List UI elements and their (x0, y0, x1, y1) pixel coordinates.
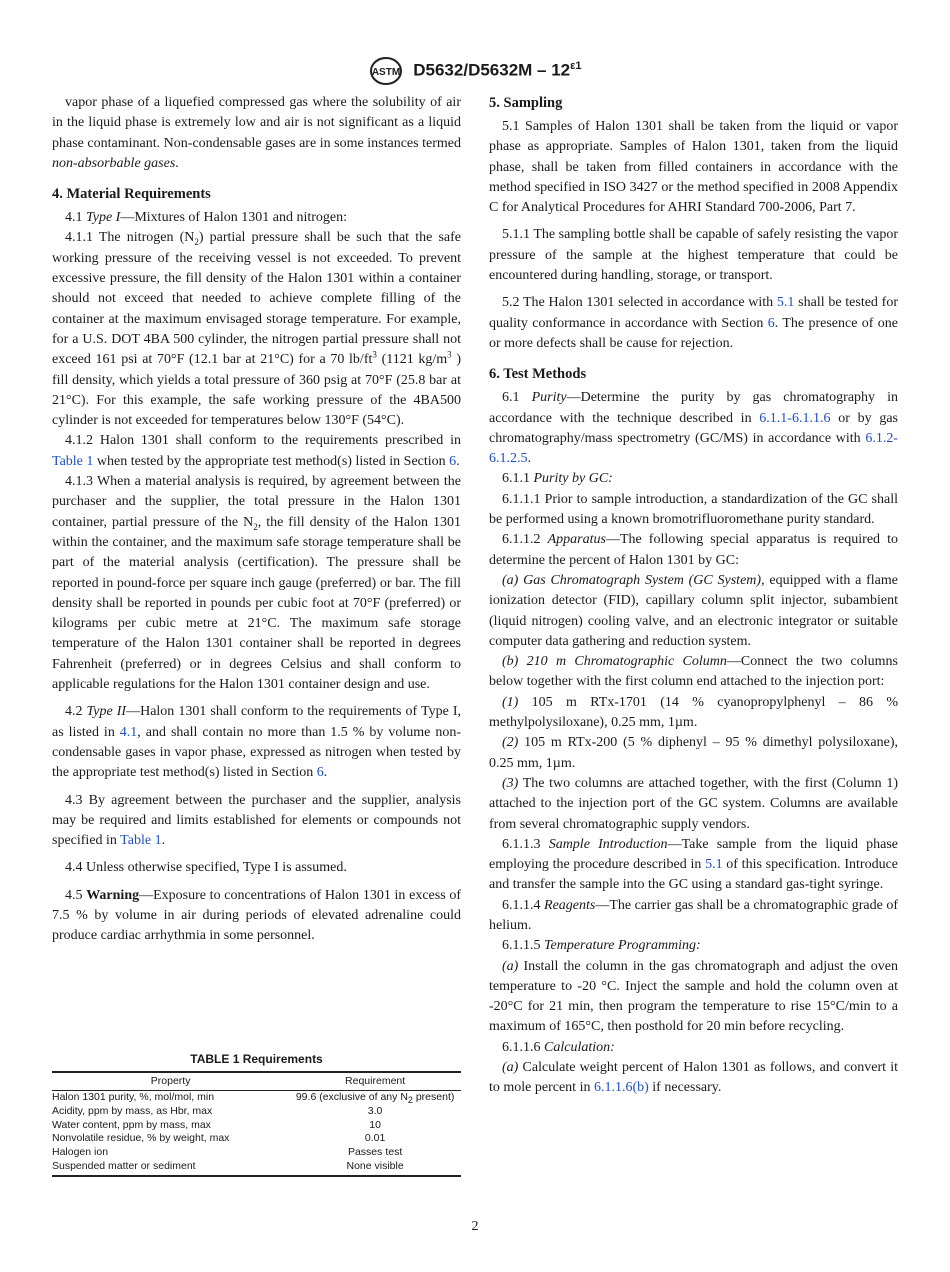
text-run: —Connect the two columns below together with the first column end attached to the injection port: (489, 654, 899, 690)
text-run: 4.2 (65, 704, 87, 720)
paragraph (489, 490, 898, 531)
text-run: 105 m RTx-1701 (14 % cyanopropylphenyl – 86 % methylpolysiloxane), 0.25 mm, 1µm. (489, 694, 898, 731)
cross-reference-link[interactable]: 6.1.1-6.1.1.6 (759, 410, 831, 426)
italic-text: Calculation: (544, 1039, 615, 1055)
text-run: 4.5 (65, 887, 87, 903)
italic-text: (a) (502, 1060, 519, 1076)
text-run: 4.1.3 When a material analysis is required, by agreement between the purchaser and the supplier, the total pressure in the Halon 1301 container, partial pressure of the N (52, 474, 461, 530)
cross-reference-link[interactable]: Table 1 (52, 453, 94, 469)
text-run: —Exposure to concentrations of Halon 1301 in excess of 7.5 % by volume in air during periods of elevated adrenaline could produce cardiac arrhythmia in some personnel. (52, 887, 462, 944)
italic-text: Purity by GC: (533, 471, 613, 487)
text-run: . The presence of one or more defects shall be cause for rejection. (489, 315, 899, 351)
section-heading: 6. Test Methods (489, 366, 587, 383)
text-run: —Take sample from the liquid phase employing the procedure described in (489, 836, 898, 873)
paragraph (52, 858, 461, 878)
page-number: 2 (471, 1219, 479, 1234)
text-run: (1121 kg/m (376, 352, 448, 368)
text-run: —Halon 1301 shall conform to the requirements of Type I, as listed in (52, 704, 461, 740)
section-heading: 5. Sampling (489, 95, 563, 111)
text-run: 6.1.1.1 Prior to sample introduction, a standardization of the GC shall be performed using a known bromotrifluoromethane purity standard. (489, 491, 898, 528)
designation: D5632/D5632M – 12 (413, 60, 571, 80)
astm-logo-icon (369, 56, 403, 86)
paragraph (489, 896, 898, 937)
column-header-requirement: Requirement (289, 1072, 461, 1091)
paragraph (52, 431, 461, 472)
paragraph (489, 774, 898, 835)
text-run: The two columns are attached together, with the first (Column 1) attached to the injection port of the GC system. Columns are available from several chromatographic supply vendors. (489, 775, 898, 832)
paragraph (52, 702, 461, 783)
text-run: 5.1 Samples of Halon 1301 shall be taken from the liquid or vapor phase as appropriate. Samples of Halon 1301, taken from the liquid phase, shall be taken from filled containers in accordance with the method specified in ISO 3427 or the method specified in 2008 Appendix C for Analytical Procedures for AHRI Standard 700-2006, Part 7. (489, 119, 898, 216)
text-run: 5.2 The Halon 1301 selected in accordance with (502, 295, 777, 311)
subscript: 2 (253, 521, 258, 532)
italic-text: (3) (502, 775, 519, 791)
table-row (52, 1146, 461, 1160)
italic-text: Sample Introduction (548, 836, 668, 852)
property-cell: Acidity, ppm by mass, as Hbr, max (52, 1104, 213, 1117)
table-row (52, 1160, 461, 1176)
text-run: ) partial pressure shall be such that the safe working pressure of the receiving vessel is not exceeded. To prevent excessive pressure, the fill density of the Halon 1301 within a container should not exceed that needed to achieve complete filling of the container at the maximum envisaged storage temperature. For example, for a U.S. DOT 4BA 500 cylinder, the nitrogen partial pressure shall not exceed 161 psi at 70°F (12.1 bar at 21°C) for a 70 lb/ft (52, 230, 461, 368)
italic-text: (b) 210 m Chromatographic Column (502, 654, 727, 670)
cross-reference-link[interactable]: 6.1.1.6(b) (593, 1080, 649, 1096)
italic-text: (a) (502, 958, 519, 974)
cross-reference-link[interactable]: 5.1 (776, 295, 795, 311)
property-cell: Water content, ppm by mass, max (52, 1118, 211, 1131)
text-run: if necessary. (648, 1080, 722, 1096)
text-run: —The carrier gas shall be a chromatographic grade of helium. (489, 897, 898, 933)
text-run: . (527, 451, 531, 467)
requirement-cell: 0.01 (364, 1132, 386, 1145)
bold-text: Warning (86, 887, 140, 903)
cross-reference-link[interactable]: 5.1 (705, 857, 723, 873)
paragraph (52, 228, 461, 431)
paragraph (489, 957, 898, 1038)
requirement-text: present) (412, 1091, 455, 1103)
paragraph (489, 1038, 898, 1058)
text-run: 4.1.1 The nitrogen (N (65, 230, 195, 246)
text-run: Install the column in the gas chromatograph and adjust the oven temperature to -20 °C. Inject the sample and hold the column oven at -20°C for 21 min, then program the temperature to rise 15°C/min to a maximum of 165°C, then posthold for 20 min before recycling. (489, 958, 898, 1035)
text-run: 6.1.1.5 (502, 938, 544, 954)
text-run: , the fill density of the Halon 1301 within the container, and the maximum safe storage temperature shall be part of the material analysis (certification). The pressure shall be reported in pound-force per square inch gauge (preferred) or bar. The fill density shall be reported in pounds per cubic foot at 70°F (preferred) or kilograms per cubic metre at 21°C. The maximum safe storage temperature of the Halon 1301 container shall be reported in degrees Fahrenheit (preferred) or in degrees Celsius and shall conform to applicable regulations for the Halon 1301 container design and use. (52, 514, 461, 693)
text-run: 4.1 (65, 210, 86, 226)
text-run: 6.1.1 (502, 471, 534, 487)
property-cell: Halon 1301 purity, %, mol/mol, min (52, 1091, 215, 1103)
text-run: 6.1.1.2 (502, 532, 548, 548)
text-run: 6.1.1.4 (502, 897, 545, 913)
cross-reference-link[interactable]: 6.1.2-6.1.2.5 (489, 430, 898, 467)
italic-text: Reagents (544, 897, 596, 913)
paragraph (489, 117, 898, 218)
text-run: vapor phase of a liquefied compressed gas where the solubility of air in the liquid phase is extremely low and air is not significant as a liquid phase contaminant. Non-condensable gases are in some instances termed (52, 95, 461, 151)
paragraph (489, 1058, 898, 1099)
italic-text: (1) (502, 694, 519, 710)
cross-reference-link[interactable]: 6 (316, 765, 324, 781)
table-row (52, 1105, 461, 1119)
text-run: shall be tested for quality conformance in accordance with Section (489, 295, 898, 331)
requirement-cell: None visible (289, 1160, 461, 1176)
text-run: . (323, 765, 328, 781)
text-run: when tested by the appropriate test method(s) listed in Section (93, 453, 450, 469)
paragraph (489, 835, 898, 896)
text-run: —Mixtures of Halon 1301 and nitrogen: (120, 210, 348, 226)
cross-reference-link[interactable]: 6 (449, 453, 457, 469)
text-run: 5.1.1 The sampling bottle shall be capable of safely resisting the vapor pressure of the sample at the highest temperature that could be encountered during handling, storage, or transport. (489, 227, 898, 284)
paragraph (489, 530, 898, 571)
table-row (52, 1091, 461, 1105)
text-run: 4.3 By agreement between the purchaser and the supplier, analysis may be required and limits established for elements or compounds not specified in (52, 792, 461, 849)
paragraph (52, 791, 461, 852)
paragraph (489, 388, 898, 469)
right-column (489, 93, 898, 1099)
paragraph (489, 693, 898, 734)
paragraph (489, 293, 898, 354)
paragraph (489, 652, 898, 693)
epsilon-mark: ε1 (570, 59, 582, 72)
table-row (52, 1119, 461, 1133)
requirement-cell: 10 (369, 1118, 381, 1131)
italic-text: (a) Gas Chromatograph System (GC System) (502, 572, 762, 588)
text-run: , equipped with a flame ionization detector (FID), capillary column split injector, subambient (liquid nitrogen) cooling valve, and an electronic integrator or suitable computer data gathering and reduction system. (489, 572, 898, 649)
paragraph (489, 733, 898, 774)
requirement-text: 99.6 (exclusive of any N (295, 1091, 408, 1103)
text-run: 4.1.2 Halon 1301 shall conform to the requirements prescribed in (65, 433, 461, 449)
italic-text: Purity (531, 390, 567, 406)
text-run: —The following special apparatus is required to determine the percent of Halon 1301 by GC: (489, 532, 899, 568)
text-run: . (456, 453, 460, 469)
paragraph (489, 936, 898, 956)
subscript: 2 (407, 1095, 413, 1106)
text-run: 105 m RTx-200 (5 % diphenyl – 95 % dimethyl polysiloxane), 0.25 mm, 1µm. (489, 735, 898, 771)
text-run: Calculate weight percent of Halon 1301 as follows, and convert it to mole percent in (489, 1060, 898, 1096)
left-column (52, 93, 461, 947)
italic-text: (2) (502, 735, 519, 751)
italic-text: Type II (86, 704, 127, 720)
text-run: 6.1 (502, 390, 532, 406)
text-run: —Determine the purity by gas chromatography in accordance with the technique described in (489, 390, 899, 426)
text-run: . (161, 833, 166, 849)
paragraph (489, 225, 898, 286)
cross-reference-link[interactable]: Table 1 (120, 833, 162, 849)
paragraph (52, 472, 461, 695)
italic-text: Type I (86, 210, 121, 226)
text-run: of this specification. Introduce and transfer the sample into the GC using a standard gas-tight syringe. (489, 857, 899, 893)
requirement-cell: Passes test (347, 1146, 403, 1159)
property-cell: Halogen ion (52, 1146, 109, 1159)
paragraph (489, 469, 898, 489)
table-row (52, 1132, 461, 1146)
text-run: 6.1.1.3 (502, 836, 549, 852)
requirement-cell (289, 1091, 461, 1105)
requirements-table (52, 1052, 461, 1177)
paragraph (52, 886, 461, 947)
cross-reference-link[interactable]: 6 (767, 315, 775, 331)
property-cell: Nonvolatile residue, % by weight, max (52, 1132, 230, 1145)
text-run: , and shall contain no more than 1.5 % by volume non-condensable gases in vapor phase, expressed as nitrogen when tested by the appropriate test method(s) listed in Section (52, 724, 461, 781)
column-header-property: Property (52, 1072, 289, 1091)
cross-reference-link[interactable]: 4.1 (119, 724, 138, 740)
text-run: ) fill density, which yields a total pressure of 360 psig at 70°F (25.8 bar at 21°C). For this example, the safe working pressure of the 4BA500 cylinder is not exceeded for temperatures below 130°F (54°C). (52, 352, 462, 429)
text-run: 6.1.1.6 (502, 1039, 544, 1055)
subscript: 2 (194, 237, 199, 248)
page-header (0, 56, 950, 86)
text-run: or by gas chromatography/mass spectrometry (GC/MS) in accordance with (489, 410, 898, 446)
italic-text: Temperature Programming: (544, 938, 701, 954)
superscript: 3 (447, 349, 452, 360)
table-header-row (52, 1072, 461, 1091)
superscript: 3 (372, 349, 377, 360)
paragraph (489, 571, 898, 652)
italic-text: Apparatus (547, 532, 606, 548)
section-heading: 4. Material Requirements (52, 186, 211, 203)
text-run: . (175, 155, 179, 171)
paragraph (52, 208, 461, 228)
requirement-cell: 3.0 (367, 1104, 383, 1117)
property-cell: Suspended matter or sediment (52, 1160, 289, 1176)
table-title: TABLE 1 Requirements (190, 1052, 323, 1066)
paragraph (52, 93, 461, 174)
svg-text:ASTM: ASTM (371, 67, 400, 78)
italic-text: non-absorbable gases (52, 155, 176, 171)
text-run: 4.4 Unless otherwise specified, Type I is assumed. (65, 860, 347, 876)
